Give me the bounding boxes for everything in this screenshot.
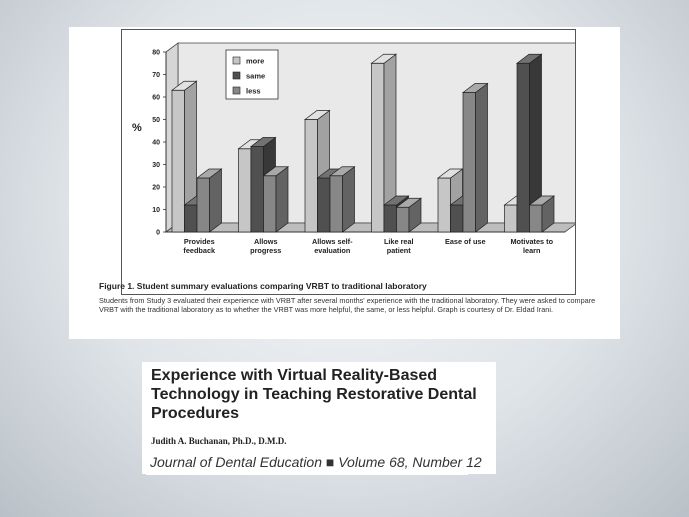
bar-less [197, 178, 210, 232]
journal-citation [146, 452, 482, 475]
bar-more [372, 63, 385, 232]
x-category-label: patient [386, 246, 411, 255]
legend-label-same: same [246, 71, 266, 81]
x-category-label: Provides [183, 237, 215, 246]
y-tick-label: 20 [152, 184, 160, 192]
bar-more [305, 120, 318, 233]
y-tick-label: 10 [152, 207, 160, 214]
x-category-label: Allows self- [311, 237, 353, 246]
x-category-label: Allows [253, 237, 278, 246]
bar-less [397, 207, 410, 232]
y-tick-label: 80 [152, 49, 160, 57]
bar-less-side [476, 84, 488, 233]
bar-less-side [343, 167, 355, 232]
y-tick-label: 0 [156, 229, 160, 237]
y-tick-label: 60 [152, 94, 160, 102]
y-tick-label: 50 [152, 117, 160, 124]
bar-same [384, 205, 397, 232]
article-author: Judith A. Buchanan, Ph.D., D.M.D. [151, 436, 287, 446]
bar-less [330, 176, 343, 232]
bar-chart [122, 30, 575, 294]
bar-more [505, 205, 518, 232]
bar-same [517, 63, 530, 232]
legend-swatch-more [233, 57, 240, 64]
bar-same [251, 147, 264, 233]
y-tick-label: 30 [152, 162, 160, 169]
chart-frame [121, 29, 576, 295]
bar-more [172, 90, 185, 232]
bar-same [185, 205, 198, 232]
x-category-label: Ease of use [444, 237, 486, 246]
x-category-label: learn [523, 246, 541, 255]
y-axis-label: % [132, 122, 142, 134]
bar-less [463, 93, 476, 233]
bar-more [239, 149, 252, 232]
x-category-label: Motivates to [510, 237, 554, 246]
x-category-label: Like real [383, 237, 414, 246]
article-title: Experience with Virtual Reality-Based Technology in Teaching Restorative Dental Procedures [151, 367, 477, 422]
bar-same [318, 178, 331, 232]
figure-panel [69, 27, 620, 339]
bar-less-side [210, 169, 222, 232]
y-tick-label: 70 [152, 72, 160, 79]
figure-caption-body: Students from Study 3 evaluated their experience with VRBT after several months' experience with the traditional laboratory. They were asked to compare VRBT with the traditional laboratory as to whether the VRBT was more helpful, the same, or less helpful. Graph is courtesy of Dr. Eldad Irani. [99, 296, 596, 314]
legend-label-less: less [246, 86, 261, 96]
x-category-label: progress [250, 246, 282, 255]
bar-same [451, 205, 464, 232]
bar-less [530, 205, 543, 232]
x-category-label: evaluation [314, 246, 351, 255]
figure-caption-title: Figure 1. Student summary evaluations comparing VRBT to traditional laboratory [99, 281, 427, 291]
bar-less-side [276, 167, 288, 232]
x-category-label: feedback [183, 246, 216, 255]
legend-swatch-same [233, 72, 240, 79]
legend-label-more: more [246, 56, 265, 66]
y-tick-label: 40 [152, 139, 160, 147]
bar-more [438, 178, 451, 232]
legend-swatch-less [233, 87, 240, 94]
journal-citation-text: Journal of Dental Education ■ Volume 68, Number 12 [150, 454, 482, 470]
bar-less [264, 176, 277, 232]
